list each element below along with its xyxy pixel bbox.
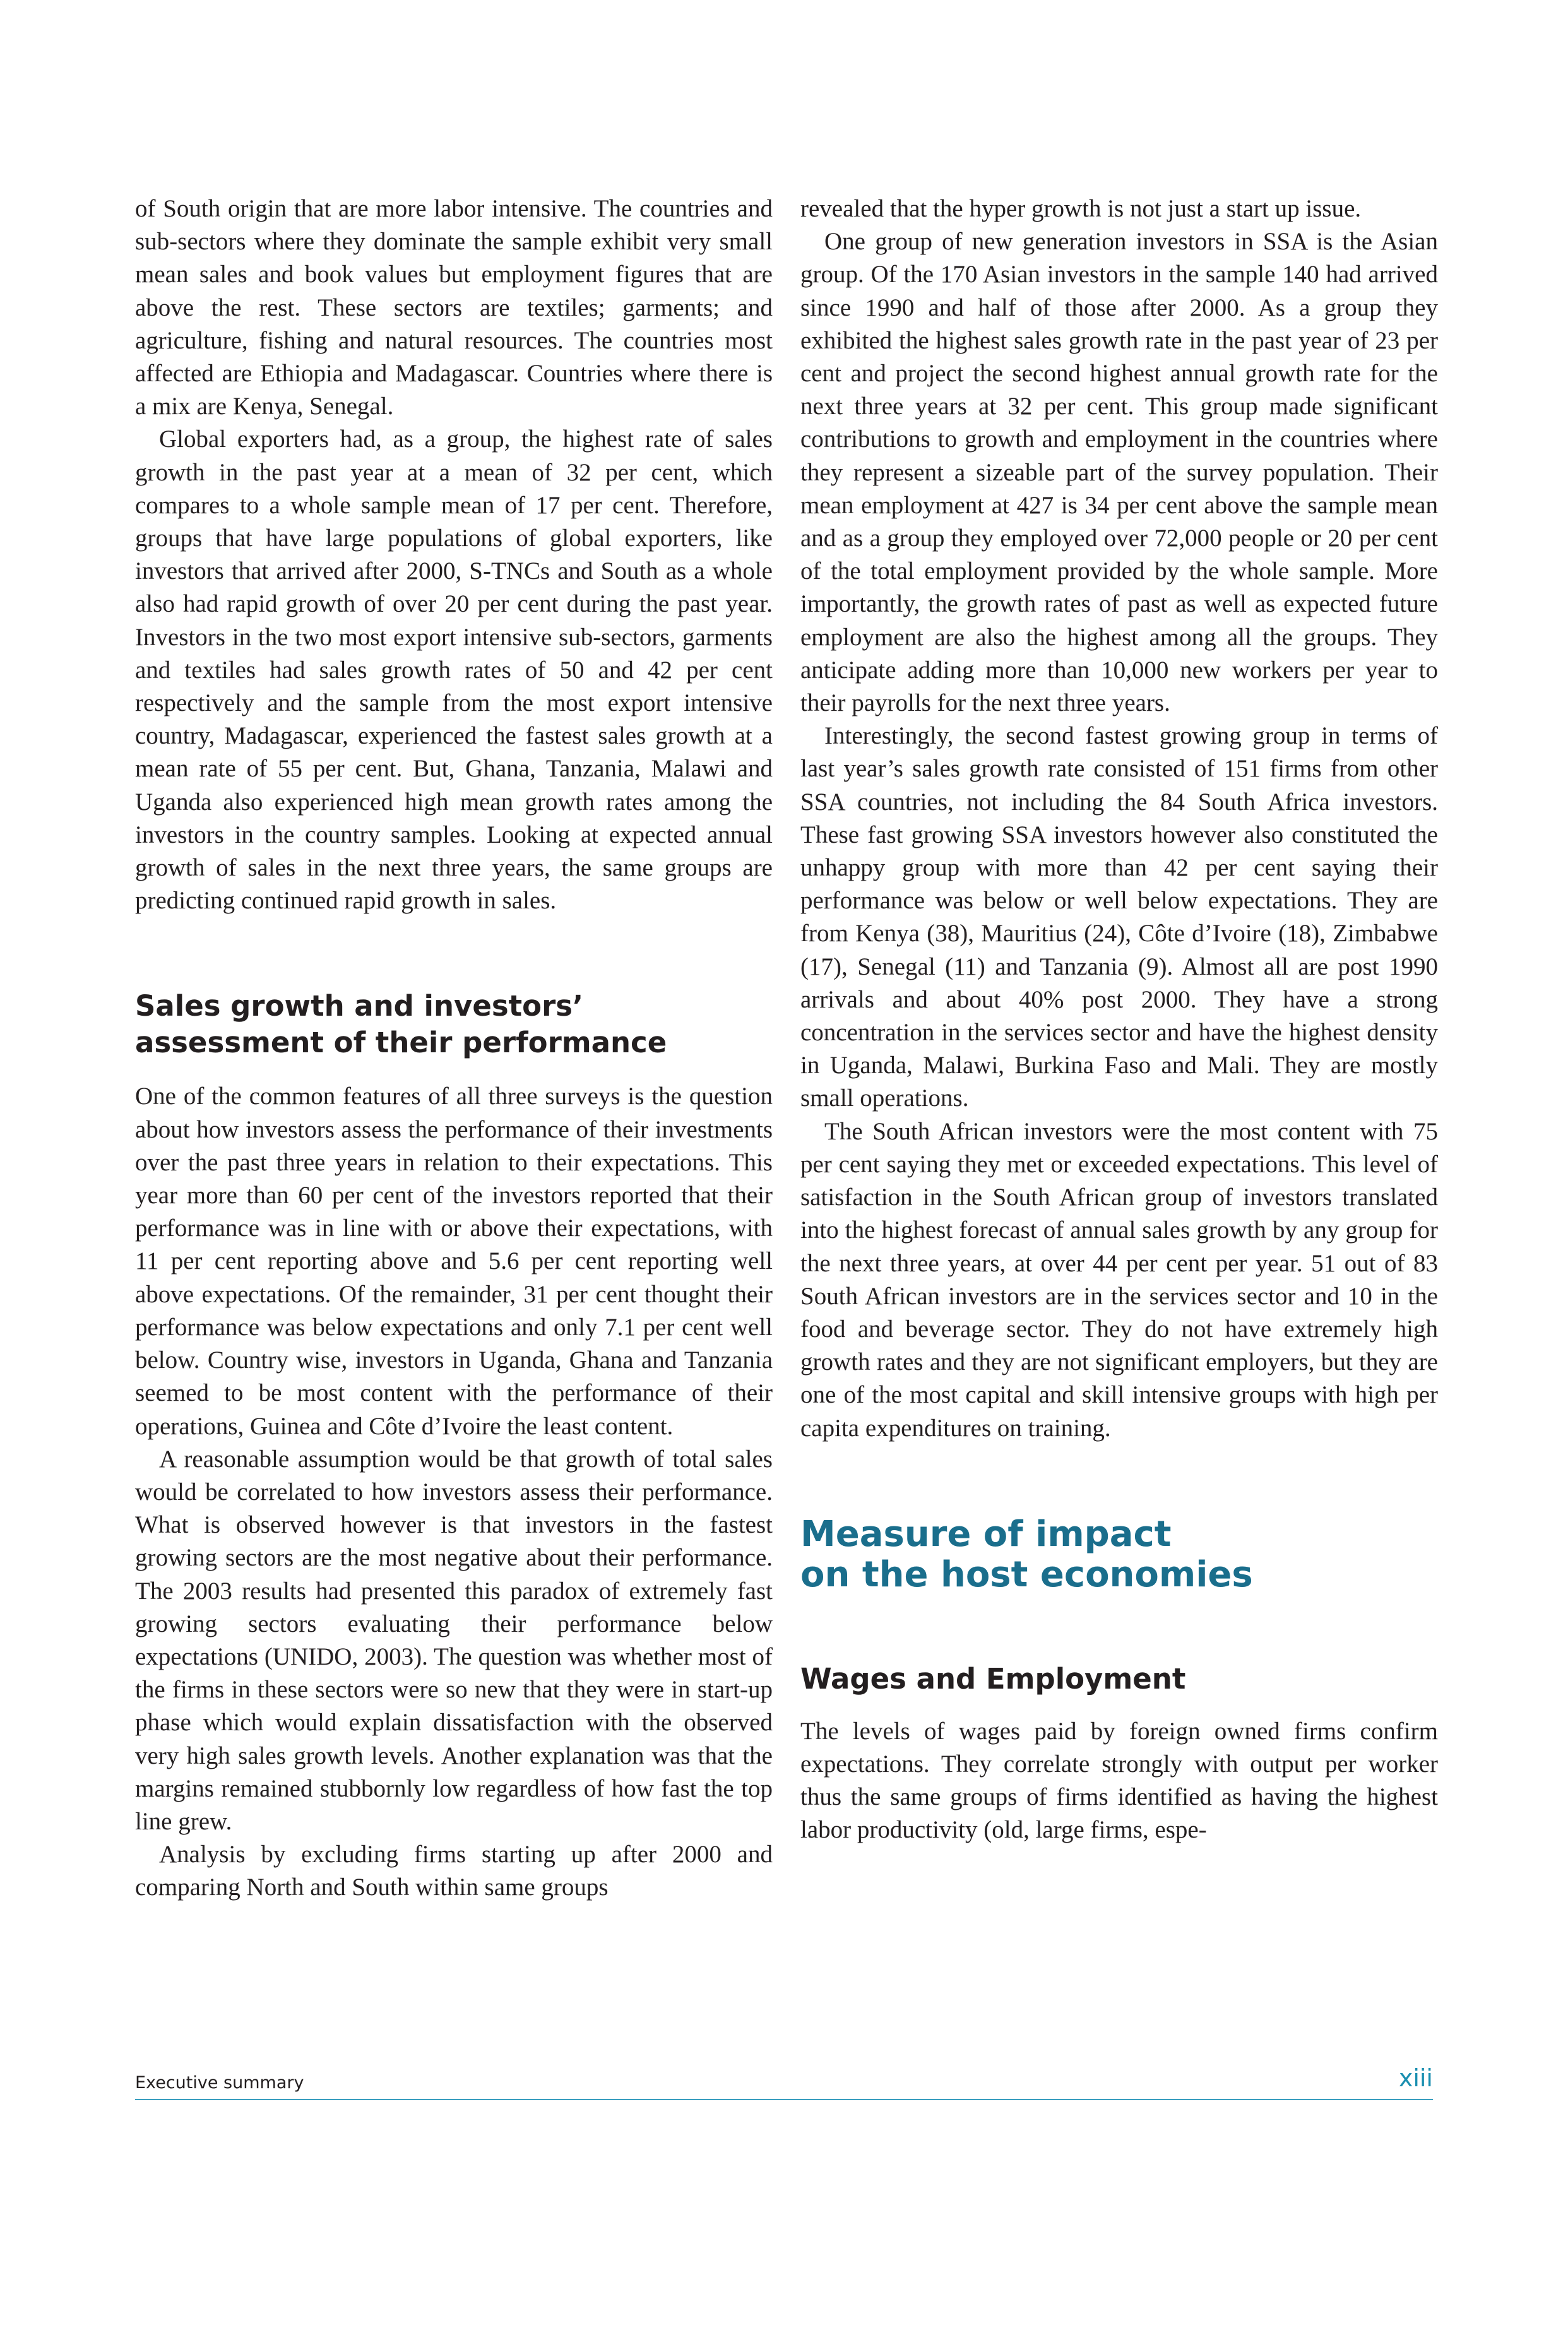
page-number: xiii <box>1398 2064 1433 2092</box>
body-paragraph: Global exporters had, as a group, the highest rate of sales growth in the past year at a mean of 32 per cent, which compares to a whole sample mean of 17 per cent. Therefore, groups that have large populations of global exporters, like investors that arrived after 2000, S-TNCs and South as a whole also had rapid growth of over 20 per cent during the past year. Investors in the two most export intensive sub-sectors, garments and textiles had sales growth rates of 50 and 42 per cent respectively and the sample from the most export intensive country, Madagascar, experienced the fastest sales growth at a mean rate of 55 per cent. But, Ghana, Tanzania, Malawi and Uganda also experienced high mean growth rates among the investors in the country samples. Looking at expected annual growth of sales in the next three years, the same groups are predicting continued rapid growth in sales. <box>135 425 773 915</box>
right-column <box>800 193 1438 1847</box>
left-column <box>135 193 773 1904</box>
body-paragraph: of South origin that are more labor intensive. The countries and sub-sectors where they dominate the sample exhibit very small mean sales and book values but employment figures that are above the rest. These sectors are textiles; garments; and agriculture, fishing and natural resources. The countries most affected are Ethiopia and Madagascar. Countries where there is a mix are Kenya, Senegal. <box>135 195 773 420</box>
subsection-heading: Sales growth and investors’ assessment of their performance <box>135 989 667 1060</box>
section-heading-line-2: on the host economies <box>800 1554 1253 1595</box>
footer-divider <box>135 2099 1433 2100</box>
section-heading-line-1: Measure of impact <box>800 1513 1172 1555</box>
body-paragraph: The levels of wages paid by foreign owned firms confirm expectations. They correlate strongly with output per worker thus the same groups of firms identified as having the highest labor productivity (old, large firms, espe- <box>800 1717 1438 1844</box>
body-paragraph: A reasonable assumption would be that growth of total sales would be correlated to how investors assess their performance. What is observed however is that investors in the fastest growing sectors are the most negative about their performance. The 2003 results had presented this paradox of extremely fast growing sectors evaluating their performance below expectations (UNIDO, 2003). The question was whether most of the firms in these sectors were so new that they were in start-up phase which would explain dissatisfaction with the observed very high sales growth levels. Another explanation was that the margins remained stubbornly low regardless of how fast the top line grew. <box>135 1445 773 1835</box>
body-paragraph: One group of new generation investors in SSA is the Asian group. Of the 170 Asian investors in the sample 140 had arrived since 1990 and half of those after 2000. As a group they exhibited the highest sales growth rate in the past year of 23 per cent and project the second highest annual growth rate for the next three years at 32 per cent. This group made significant contributions to growth and employment in the countries where they represent a sizeable part of the survey population. Their mean employment at 427 is 34 per cent above the sample mean and as a group they employed over 72,000 people or 20 per cent of the total employment provided by the whole sample. More importantly, the growth rates of past as well as expected future employment are also the highest among all the groups. They anticipate adding more than 10,000 new workers per year to their payrolls for the next three years. <box>800 228 1438 717</box>
subsection-heading: Wages and Employment <box>800 1661 1186 1696</box>
body-paragraph: One of the common features of all three surveys is the question about how investors assess the performance of their investments over the past three years in relation to their expectations. This year more than 60 per cent of the investors reported that their performance was in line with or above their expectations, with 11 per cent reporting above and 5.6 per cent reporting well above expectations. Of the remainder, 31 per cent thought their performance was below expectations and only 7.1 per cent well below. Country wise, investors in Uganda, Ghana and Tanzania seemed to be most content with the performance of their operations, Guinea and Côte d’Ivoire the least content. <box>135 1083 773 1440</box>
body-paragraph: The South African investors were the most content with 75 per cent saying they met or exceeded expectations. This level of satisfaction in the South African group of investors translated into the highest forecast of annual sales growth by any group for the next three years, at over 44 per cent per year. 51 out of 83 South African investors are in the services sector and 10 in the food and beverage sector. They do not have extremely high growth rates and they are not significant employers, but they are one of the most capital and skill intensive groups with high per capita expenditures on training. <box>800 1117 1438 1442</box>
body-paragraph: Interestingly, the second fastest growing group in terms of last year’s sales growth rate consisted of 151 firms from other SSA countries, not including the 84 South Africa investors. These fast growing SSA investors however also constituted the unhappy group with more than 42 per cent saying their performance was below or well below expectations. They are from Kenya (38), Mauritius (24), Côte d’Ivoire (18), Zimbabwe (17), Senegal (11) and Tanzania (9). Almost all are post 1990 arrivals and about 40% post 2000. They have a strong concentration in the services sector and have the highest density in Uganda, Malawi, Burkina Faso and Mali. They are mostly small operations. <box>800 722 1438 1112</box>
body-paragraph: revealed that the hyper growth is not just a start up issue. <box>800 195 1362 222</box>
body-paragraph: Analysis by excluding firms starting up after 2000 and comparing North and South within same groups <box>135 1841 773 1901</box>
footer-section-title: Executive summary <box>135 2073 304 2093</box>
